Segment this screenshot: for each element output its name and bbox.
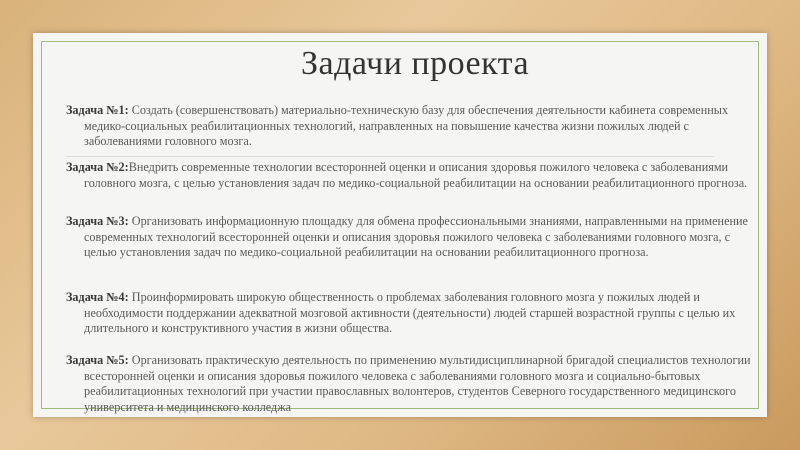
task-2 [66,160,764,191]
task-5-text: Организовать практическую деятельность по применению мультидисциплинарной бригадой специалистов технологии всесторонней оценки и описания здоровья пожилого человека с заболеваниями головного мозга и социально-бытовых реабилитационных технологий при участии православных волонтеров, студентов Северного государственного медицинского университета и медицинского колледжа [84,353,751,414]
task-4 [66,290,764,337]
task-1-label: Задача №1: [66,103,129,117]
task-1 [66,103,764,150]
task-2-text: Внедрить современные технологии всесторонней оценки и описания здоровья пожилого человека с заболеваниями головного мозга, с целью установления задач по медико-социальной реабилитации на основании реабилитационного прогноза. [84,160,748,190]
task-3 [66,214,764,261]
slide [33,33,767,417]
task-4-label: Задача №4: [66,290,129,304]
task-4-text: Проинформировать широкую общественность о проблемах заболевания головного мозга у пожилых людей и необходимости поддержании адекватной мозговой активности (деятельности) людей старшей возрастной группы с целью их длительного и конструктивного участия в жизни общества. [84,290,736,336]
task-1-text: Создать (совершенствовать) материально-техническую базу для обеспечения деятельности кабинета современных медико-социальных реабилитационных технологий, направленных на повышение качества жизни пожилых людей с заболеваниями головного мозга. [84,103,729,149]
task-2-label: Задача №2: [66,160,129,174]
slide-title: Задачи проекта [300,45,530,82]
task-3-label: Задача №3: [66,214,129,228]
separator-line [66,156,714,157]
task-5-label: Задача №5: [66,353,129,367]
task-5 [66,353,764,415]
task-3-text: Организовать информационную площадку для обмена профессиональными знаниями, направленными на применение современных технологий всесторонней оценки и описания здоровья пожилого человека с заболеваниями головного мозга, с целью установления задач по медико-социальной реабилитации на основании реабилитационного прогноза. [84,214,748,260]
